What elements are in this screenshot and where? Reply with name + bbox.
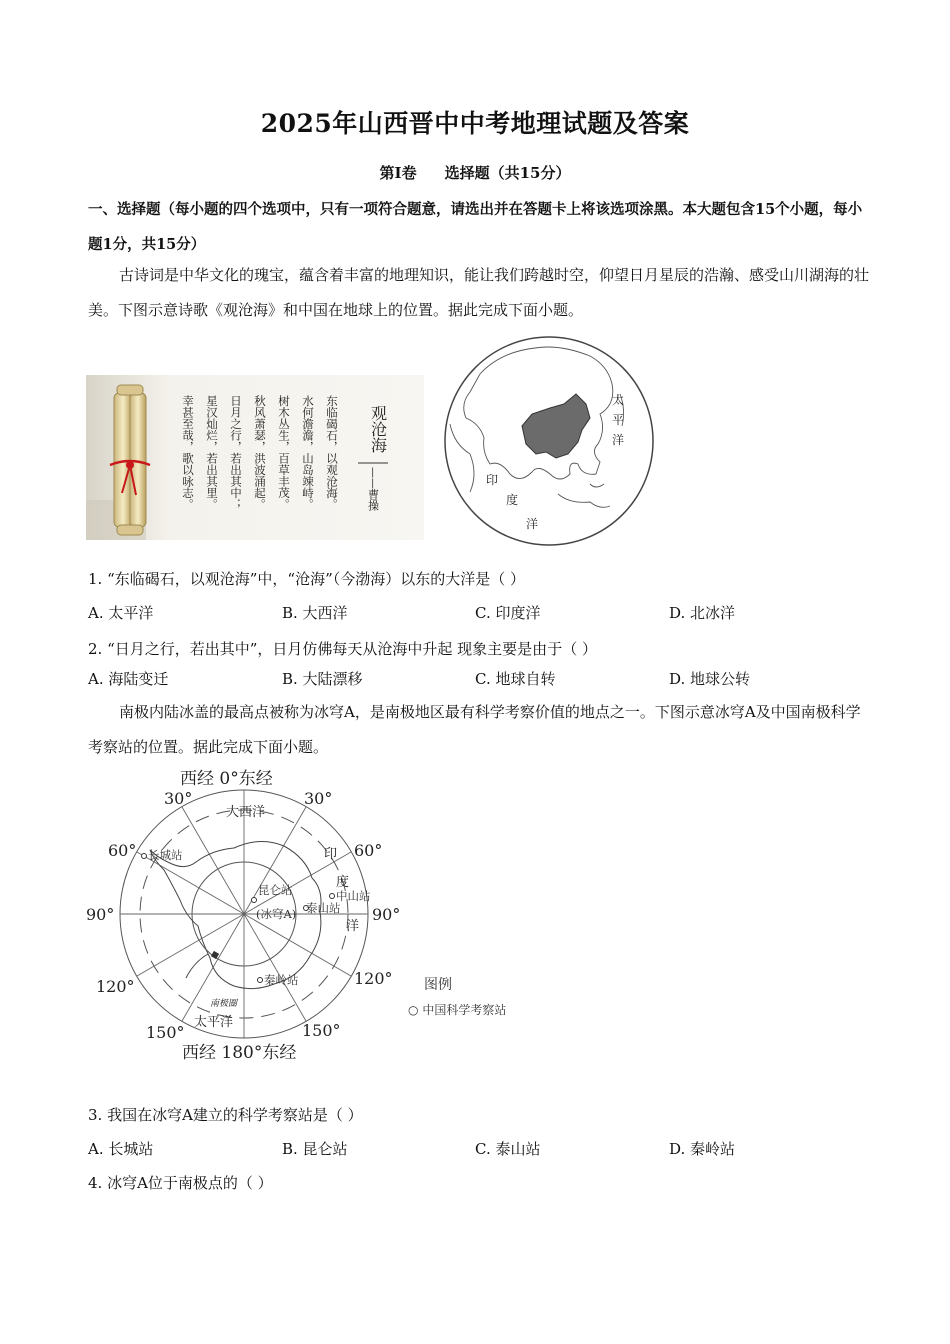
passage-poem: 古诗词是中华文化的瑰宝，蕴含着丰富的地理知识，能让我们跨越时空，仰望日月星辰的浩瀚、感受山川湖海的壮美。下图示意诗歌《观沧海》和中国在地球上的位置。据此完成下面小题。 (88, 266, 870, 319)
deg-90-left: 90° (86, 905, 115, 924)
dome-a-label: (冰穹A) (256, 907, 297, 921)
passage-antarctic: 南极内陆冰盖的最高点被称为冰穹A，是南极地区最有科学考察价值的地点之一。下图示意冰穹A及中国南极科学考察站的位置。据此完成下面小题。 (88, 703, 861, 756)
poem-col-3: 树木丛生，百草丰茂。 (277, 395, 291, 510)
instructions: 一、选择题（每小题的四个选项中，只有一项符合题意，请选出并在答题卡上将该选项涂黑。本大题包含15个小题，每小题1分，共15分） (88, 201, 863, 253)
q1-option-b[interactable]: B. 大西洋 (282, 604, 348, 622)
q3-option-b[interactable]: B. 昆仑站 (282, 1140, 348, 1158)
indian-label-1: 印 (324, 847, 338, 862)
poem-col-5: 日月之行，若出其中； (229, 395, 243, 510)
pacific-label: 太平洋 (194, 1015, 234, 1030)
map-top-label: 西经 0°东经 (180, 769, 273, 789)
legend-item (408, 1001, 506, 1018)
poem-title: 观沧海 (368, 405, 388, 453)
deg-150-right: 150° (302, 1021, 341, 1040)
globe-pacific-2: 平 (612, 413, 625, 427)
antarctic-map (84, 766, 424, 1066)
q1-option-d[interactable]: D. 北冰洋 (669, 604, 736, 622)
q3-option-a[interactable]: A. 长城站 (88, 1140, 154, 1158)
page-title: 2025年山西晋中中考地理试题及答案 (260, 109, 690, 138)
circle-label: 南极圈 (210, 999, 238, 1009)
station-changcheng: 长城站 (148, 848, 183, 862)
globe-indian-3: 洋 (526, 517, 539, 531)
deg-150-left: 150° (146, 1023, 185, 1042)
question-1: 1. “东临碣石，以观沧海”中，“沧海”（今渤海）以东的大洋是（ ） (88, 570, 526, 588)
q3-option-d[interactable]: D. 秦岭站 (669, 1140, 736, 1158)
q2-option-a[interactable]: A. 海陆变迁 (88, 670, 169, 688)
deg-120-right: 120° (354, 969, 393, 988)
legend-title: 图例 (424, 977, 452, 993)
q2-option-b[interactable]: B. 大陆漂移 (282, 670, 363, 688)
q1-option-c[interactable]: C. 印度洋 (475, 604, 541, 622)
poem-col-6: 星汉灿烂，若出其里。 (205, 395, 219, 510)
poem-author: ——曹操 (366, 467, 380, 511)
station-kunlun: 昆仑站 (258, 883, 293, 897)
deg-30-right: 30° (304, 789, 333, 808)
q3-option-c[interactable]: C. 泰山站 (475, 1140, 541, 1158)
station-zhongshan: 中山站 (336, 889, 371, 903)
q1-option-a[interactable]: A. 太平洋 (88, 604, 154, 622)
station-marker-icon: ○ (408, 1003, 419, 1017)
poem-col-4: 秋风萧瑟，洪波涌起。 (253, 395, 267, 510)
station-taishan: 泰山站 (306, 901, 341, 915)
globe-indian-2: 度 (506, 493, 519, 507)
globe-map (440, 334, 658, 548)
question-2: 2. “日月之行，若出其中”，日月仿佛每天从沧海中升起 现象主要是由于（ ） (88, 640, 597, 658)
poem-col-1: 东临碣石，以观沧海。 (325, 395, 339, 510)
q2-option-c[interactable]: C. 地球自转 (475, 670, 556, 688)
section-part: 第Ⅰ卷 (379, 164, 417, 182)
poem-col-2: 水何澹澹，山岛竦峙。 (301, 395, 315, 510)
globe-indian-1: 印 (486, 473, 499, 487)
poem-scroll-image (86, 375, 424, 540)
deg-120-left: 120° (96, 977, 135, 996)
section-heading (0, 162, 950, 183)
q2-option-d[interactable]: D. 地球公转 (669, 670, 751, 688)
indian-label-3: 洋 (346, 919, 360, 934)
deg-90-right: 90° (372, 905, 401, 924)
section-name: 选择题（共15分） (444, 164, 571, 182)
atlantic-label: 大西洋 (226, 805, 266, 820)
station-qinling: 秦岭站 (264, 973, 299, 987)
deg-60-right: 60° (354, 841, 383, 860)
indian-label-2: 度 (336, 875, 350, 890)
question-4: 4. 冰穹A位于南极点的（ ） (88, 1174, 273, 1192)
globe-pacific-3: 洋 (612, 433, 625, 447)
deg-60-left: 60° (108, 841, 137, 860)
map-bottom-label: 西经 180°东经 (182, 1043, 297, 1063)
globe-pacific-1: 太 (612, 393, 625, 407)
deg-30-left: 30° (164, 789, 193, 808)
legend-item-label: 中国科学考察站 (422, 1003, 507, 1017)
question-3: 3. 我国在冰穹A建立的科学考察站是（ ） (88, 1106, 363, 1124)
poem-col-7: 幸甚至哉，歌以咏志。 (181, 395, 195, 510)
